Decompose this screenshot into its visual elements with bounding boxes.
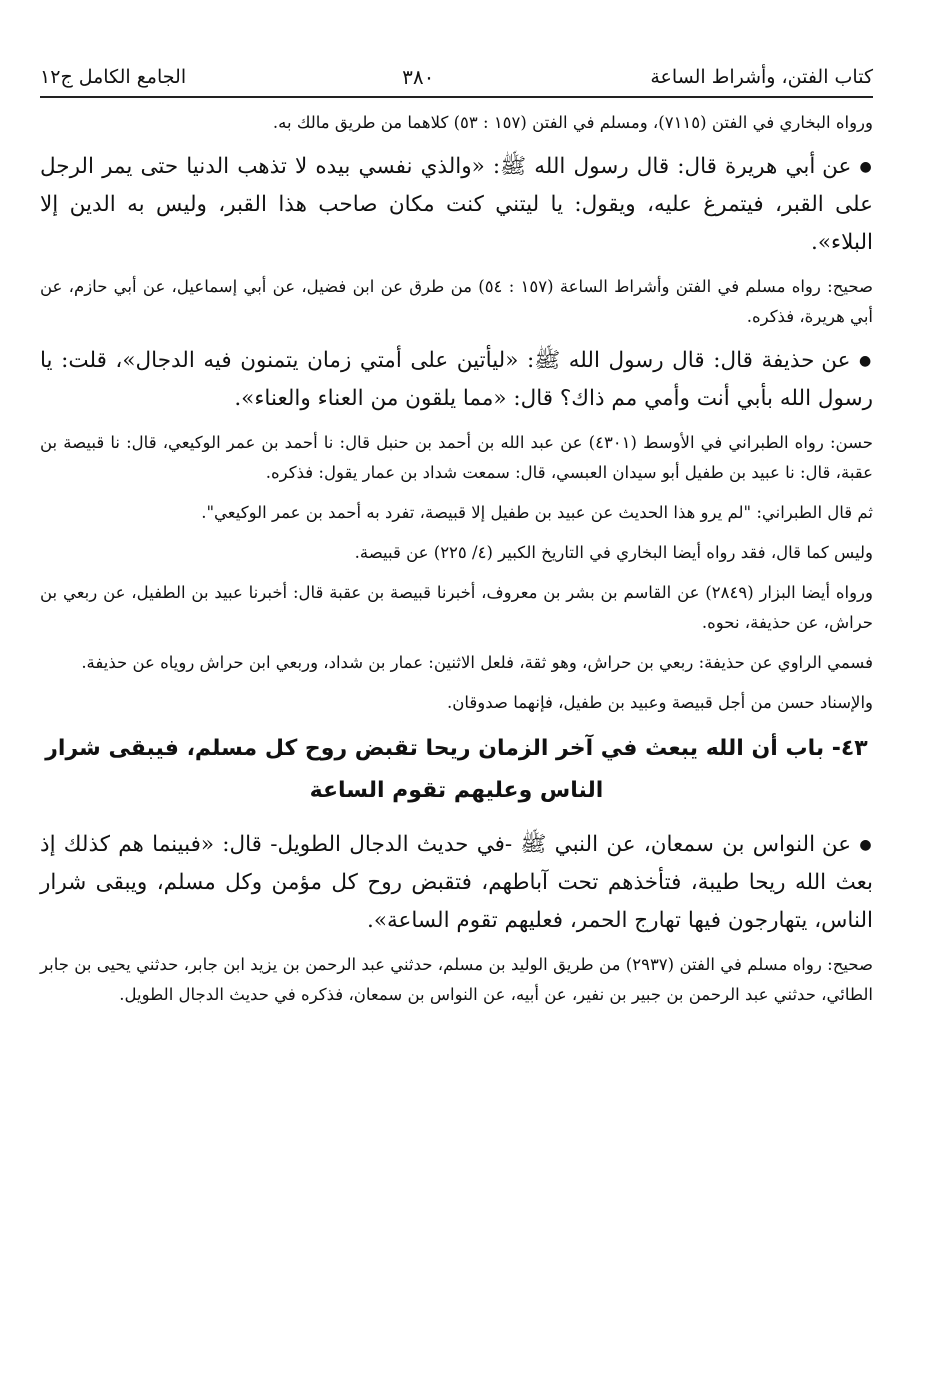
paragraph-12: صحيح: رواه مسلم في الفتن (٢٩٣٧) من طريق الوليد بن مسلم، حدثني عبد الرحمن بن يزيد ابن جابر، حدثني يحيى بن جابر الطائي، حدثني عبد الرحمن بن جبير بن نفير، عن أبيه، عن النواس بن سمعان، فذكره في حديث الدجال الطويل.	[40, 955, 873, 1004]
hadith-paragraph-11	[40, 826, 873, 940]
page-body	[40, 108, 873, 1010]
paragraph-9: فسمي الراوي عن حذيفة: ربعي بن حراش، وهو ثقة، فلعل الاثنين: عمار بن شداد، وربعي ابن حراش روياه عن حذيفة.	[81, 653, 873, 672]
header-book-title: الجامع الكامل ج١٢	[40, 66, 187, 88]
chapter-heading: ٤٣- باب أن الله يبعث في آخر الزمان ريحا تقبض روح كل مسلم، فيبقى شرار الناس وعليهم تقوم الساعة	[45, 736, 868, 803]
paragraph-5: حسن: رواه الطبراني في الأوسط (٤٣٠١) عن عبد الله بن أحمد بن حنبل قال: نا أحمد بن عمر الوكيعي، قال: نا قبيصة بن عقبة، قال: نا عبيد بن طفيل أبو سيدان العبسي، قال: سمعت شداد بن عمار يقول: فذكره.	[40, 433, 873, 482]
hadith-paragraph-2	[40, 148, 873, 262]
bullet-icon: ●	[859, 159, 873, 175]
paragraph-8: ورواه أيضا البزار (٢٨٤٩) عن القاسم بن بشر بن معروف، أخبرنا قبيصة بن عقبة قال: أخبرنا عبيد بن الطفيل، عن ربعي بن حراش، عن حذيفة، نحوه.	[40, 583, 873, 632]
hadith-paragraph-4	[40, 342, 873, 418]
paragraph-1: ورواه البخاري في الفتن (٧١١٥)، ومسلم في الفتن (١٥٧ : ٥٣) كلاهما من طريق مالك به.	[272, 113, 873, 132]
paragraph-7: وليس كما قال، فقد رواه أيضا البخاري في التاريخ الكبير (٤/ ٢٢٥) عن قبيصة.	[354, 543, 873, 562]
bullet-icon: ●	[859, 353, 873, 369]
page-number: ٣٨٠	[402, 65, 435, 89]
header-book-section: كتاب الفتن، وأشراط الساعة	[650, 66, 873, 88]
page	[40, 52, 873, 1020]
paragraph-6: ثم قال الطبراني: "لم يرو هذا الحديث عن عبيد بن طفيل إلا قبيصة، تفرد به أحمد بن عمر الوكيعي".	[201, 503, 873, 522]
bullet-icon: ●	[859, 837, 873, 853]
hadith-text-11: عن النواس بن سمعان، عن النبي ﷺ -في حديث الدجال الطويل- قال: «فبينما هم كذلك إذ بعث الله ريحا طيبة، فتأخذهم تحت آباطهم، فتقبض روح كل مؤمن وكل مسلم، ويبقى شرار الناس، يتهارجون فيها تهارج الحمر، فعليهم تقوم الساعة».	[40, 832, 873, 933]
paragraph-10: والإسناد حسن من أجل قبيصة وعبيد بن طفيل، فإنهما صدوقان.	[447, 693, 873, 712]
hadith-text-4: عن حذيفة قال: قال رسول الله ﷺ: «ليأتين على أمتي زمان يتمنون فيه الدجال»، قلت: يا رسول الله بأبي أنت وأمي مم ذاك؟ قال: «مما يلقون من العناء والعناء».	[40, 348, 873, 411]
paragraph-3: صحيح: رواه مسلم في الفتن وأشراط الساعة (١٥٧ : ٥٤) من طرق عن ابن فضيل، عن أبي إسماعيل، عن أبي حازم، عن أبي هريرة، فذكره.	[40, 277, 873, 326]
running-header	[40, 52, 873, 98]
hadith-text-2: عن أبي هريرة قال: قال رسول الله ﷺ: «والذي نفسي بيده لا تذهب الدنيا حتى يمر الرجل على القبر، فيتمرغ عليه، ويقول: يا ليتني كنت مكان صاحب هذا القبر، وليس به الدين إلا البلاء».	[40, 154, 873, 255]
